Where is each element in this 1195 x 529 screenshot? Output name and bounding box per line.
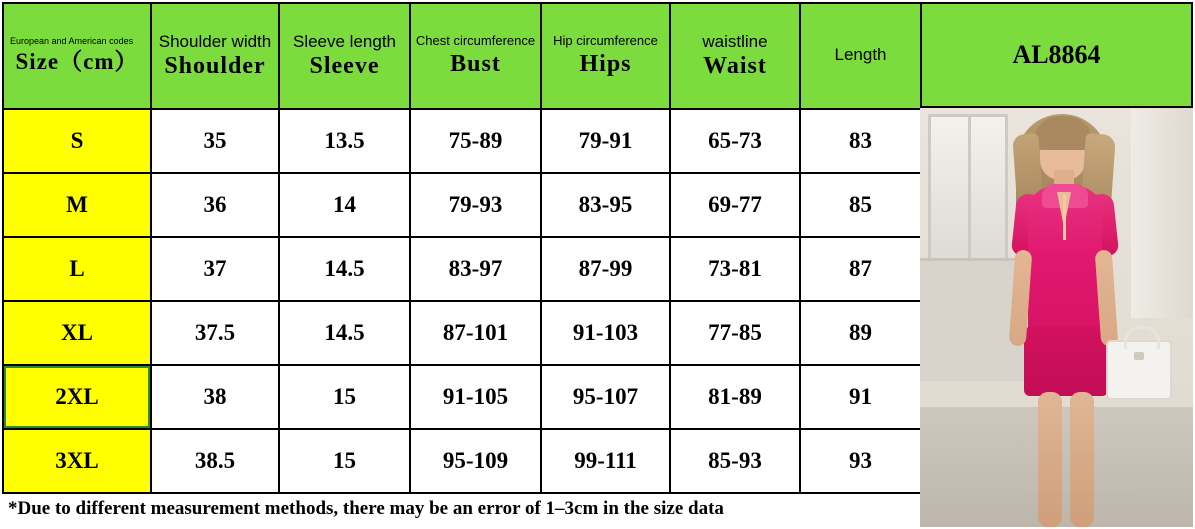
cell-size: 2XL bbox=[3, 365, 151, 429]
table-body bbox=[3, 109, 921, 493]
table-row bbox=[3, 301, 921, 365]
header-sleeve-title: Sleeve bbox=[309, 53, 380, 80]
product-code-header bbox=[920, 2, 1193, 108]
measurement-footnote: *Due to different measurement methods, there may be an error of 1–3cm in the size data bbox=[8, 498, 724, 519]
table-row bbox=[3, 173, 921, 237]
cell-length: 89 bbox=[800, 301, 921, 365]
product-code: AL8864 bbox=[1012, 40, 1101, 69]
header-hips-subtitle: Hip circumference bbox=[553, 33, 658, 49]
cell-shoulder: 35 bbox=[151, 109, 279, 173]
header-cell-shoulder bbox=[151, 3, 279, 109]
cell-size: S bbox=[3, 109, 151, 173]
cell-size: M bbox=[3, 173, 151, 237]
header-bust-subtitle: Chest circumference bbox=[415, 33, 536, 49]
cell-sleeve: 13.5 bbox=[279, 109, 410, 173]
handbag bbox=[1106, 340, 1172, 400]
cell-shoulder: 38.5 bbox=[151, 429, 279, 493]
product-image-panel bbox=[920, 2, 1193, 527]
photo-background-window bbox=[928, 114, 1008, 270]
cell-shoulder: 36 bbox=[151, 173, 279, 237]
model-leg-right bbox=[1070, 392, 1094, 527]
size-table bbox=[2, 2, 922, 494]
cell-waist: 73-81 bbox=[670, 237, 800, 301]
header-cell-hips bbox=[541, 3, 670, 109]
cell-bust: 87-101 bbox=[410, 301, 541, 365]
header-size-subtitle: European and American codes bbox=[10, 35, 134, 46]
cell-length: 91 bbox=[800, 365, 921, 429]
table-row bbox=[3, 429, 921, 493]
cell-sleeve: 14.5 bbox=[279, 301, 410, 365]
cell-hips: 91-103 bbox=[541, 301, 670, 365]
model-leg-left bbox=[1038, 392, 1062, 527]
cell-shoulder: 37 bbox=[151, 237, 279, 301]
header-cell-sleeve bbox=[279, 3, 410, 109]
cell-waist: 65-73 bbox=[670, 109, 800, 173]
cell-bust: 91-105 bbox=[410, 365, 541, 429]
cell-size: XL bbox=[3, 301, 151, 365]
cell-hips: 79-91 bbox=[541, 109, 670, 173]
cell-length: 83 bbox=[800, 109, 921, 173]
header-waist-title: Waist bbox=[703, 53, 767, 80]
cell-bust: 83-97 bbox=[410, 237, 541, 301]
header-bust-title: Bust bbox=[450, 50, 501, 77]
header-hips-title: Hips bbox=[579, 50, 632, 77]
cell-sleeve: 15 bbox=[279, 365, 410, 429]
header-row bbox=[3, 3, 921, 109]
cell-bust: 95-109 bbox=[410, 429, 541, 493]
product-photo bbox=[920, 108, 1193, 527]
table-row bbox=[3, 109, 921, 173]
cell-hips: 87-99 bbox=[541, 237, 670, 301]
cell-waist: 81-89 bbox=[670, 365, 800, 429]
cell-shoulder: 38 bbox=[151, 365, 279, 429]
dress-zipper bbox=[1063, 194, 1066, 240]
dress-skirt bbox=[1024, 326, 1108, 396]
table-header bbox=[3, 3, 921, 109]
handbag-clasp bbox=[1134, 352, 1144, 360]
cell-waist: 77-85 bbox=[670, 301, 800, 365]
header-shoulder-subtitle: Shoulder width bbox=[158, 31, 272, 51]
cell-sleeve: 14.5 bbox=[279, 237, 410, 301]
cell-hips: 95-107 bbox=[541, 365, 670, 429]
header-cell-length bbox=[800, 3, 921, 109]
header-shoulder-title: Shoulder bbox=[164, 53, 266, 80]
cell-length: 87 bbox=[800, 237, 921, 301]
header-cell-bust bbox=[410, 3, 541, 109]
table-row bbox=[3, 237, 921, 301]
cell-size: 3XL bbox=[3, 429, 151, 493]
header-cell-size bbox=[3, 3, 151, 109]
header-length-subtitle: Length bbox=[834, 45, 887, 65]
cell-size: L bbox=[3, 237, 151, 301]
header-waist-subtitle: waistline bbox=[702, 31, 768, 51]
table-row bbox=[3, 365, 921, 429]
cell-waist: 85-93 bbox=[670, 429, 800, 493]
header-size-title: Size（cm） bbox=[15, 48, 139, 74]
cell-sleeve: 14 bbox=[279, 173, 410, 237]
cell-bust: 75-89 bbox=[410, 109, 541, 173]
cell-hips: 99-111 bbox=[541, 429, 670, 493]
cell-hips: 83-95 bbox=[541, 173, 670, 237]
cell-bust: 79-93 bbox=[410, 173, 541, 237]
cell-sleeve: 15 bbox=[279, 429, 410, 493]
cell-waist: 69-77 bbox=[670, 173, 800, 237]
header-cell-waist bbox=[670, 3, 800, 109]
header-sleeve-subtitle: Sleeve length bbox=[292, 31, 397, 51]
cell-length: 93 bbox=[800, 429, 921, 493]
photo-background-curtain bbox=[1131, 108, 1193, 318]
cell-length: 85 bbox=[800, 173, 921, 237]
cell-shoulder: 37.5 bbox=[151, 301, 279, 365]
